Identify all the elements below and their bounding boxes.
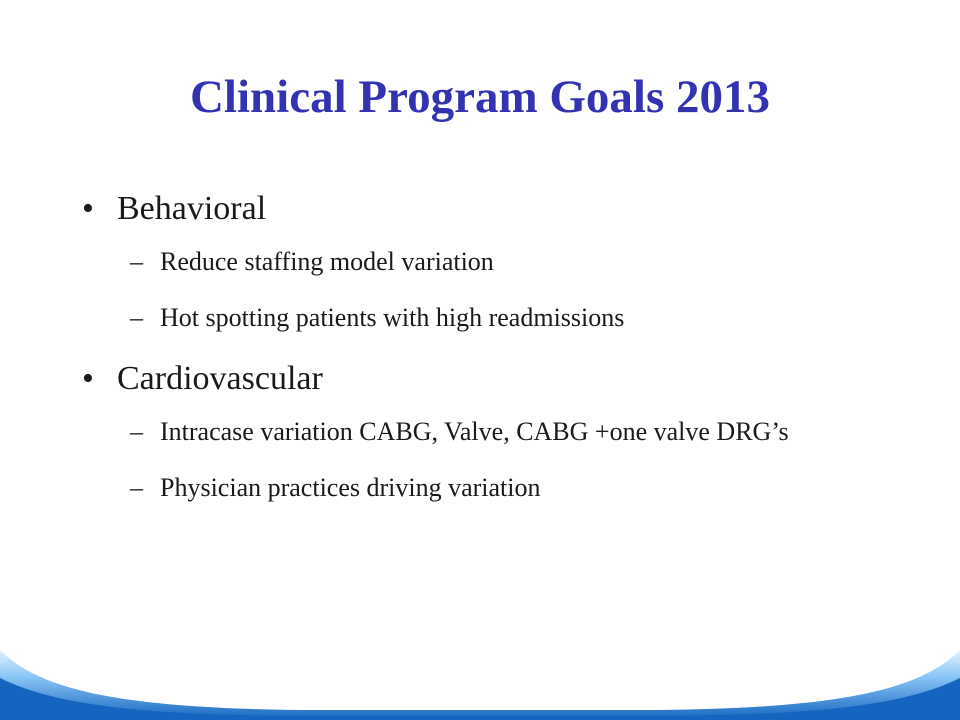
- section-heading-cardiovascular: [0, 355, 960, 403]
- dash-icon: –: [130, 247, 143, 276]
- footer-wave-decoration: [0, 630, 960, 720]
- list-item: [0, 299, 840, 337]
- bullet-icon: •: [82, 190, 94, 227]
- list-item-text: Intracase variation CABG, Valve, CABG +one valve DRG’s: [160, 417, 789, 446]
- slide-title: Clinical Program Goals 2013: [189, 71, 771, 123]
- section-heading-behavioral: [0, 185, 960, 233]
- wave-shape: [0, 650, 960, 720]
- list-item-text: Physician practices driving variation: [160, 473, 541, 502]
- section-heading-label: Cardiovascular: [117, 360, 323, 397]
- dash-icon: –: [130, 473, 143, 502]
- section-heading-label: Behavioral: [117, 190, 267, 227]
- dash-icon: –: [130, 303, 143, 332]
- list-item: [0, 243, 840, 281]
- slide-body: [0, 185, 960, 507]
- list-item: [0, 413, 840, 451]
- list-item: [0, 469, 840, 507]
- dash-icon: –: [130, 417, 143, 446]
- list-item-text: Hot spotting patients with high readmissions: [160, 303, 625, 332]
- bullet-icon: •: [82, 360, 94, 397]
- list-item-text: Reduce staffing model variation: [160, 247, 494, 276]
